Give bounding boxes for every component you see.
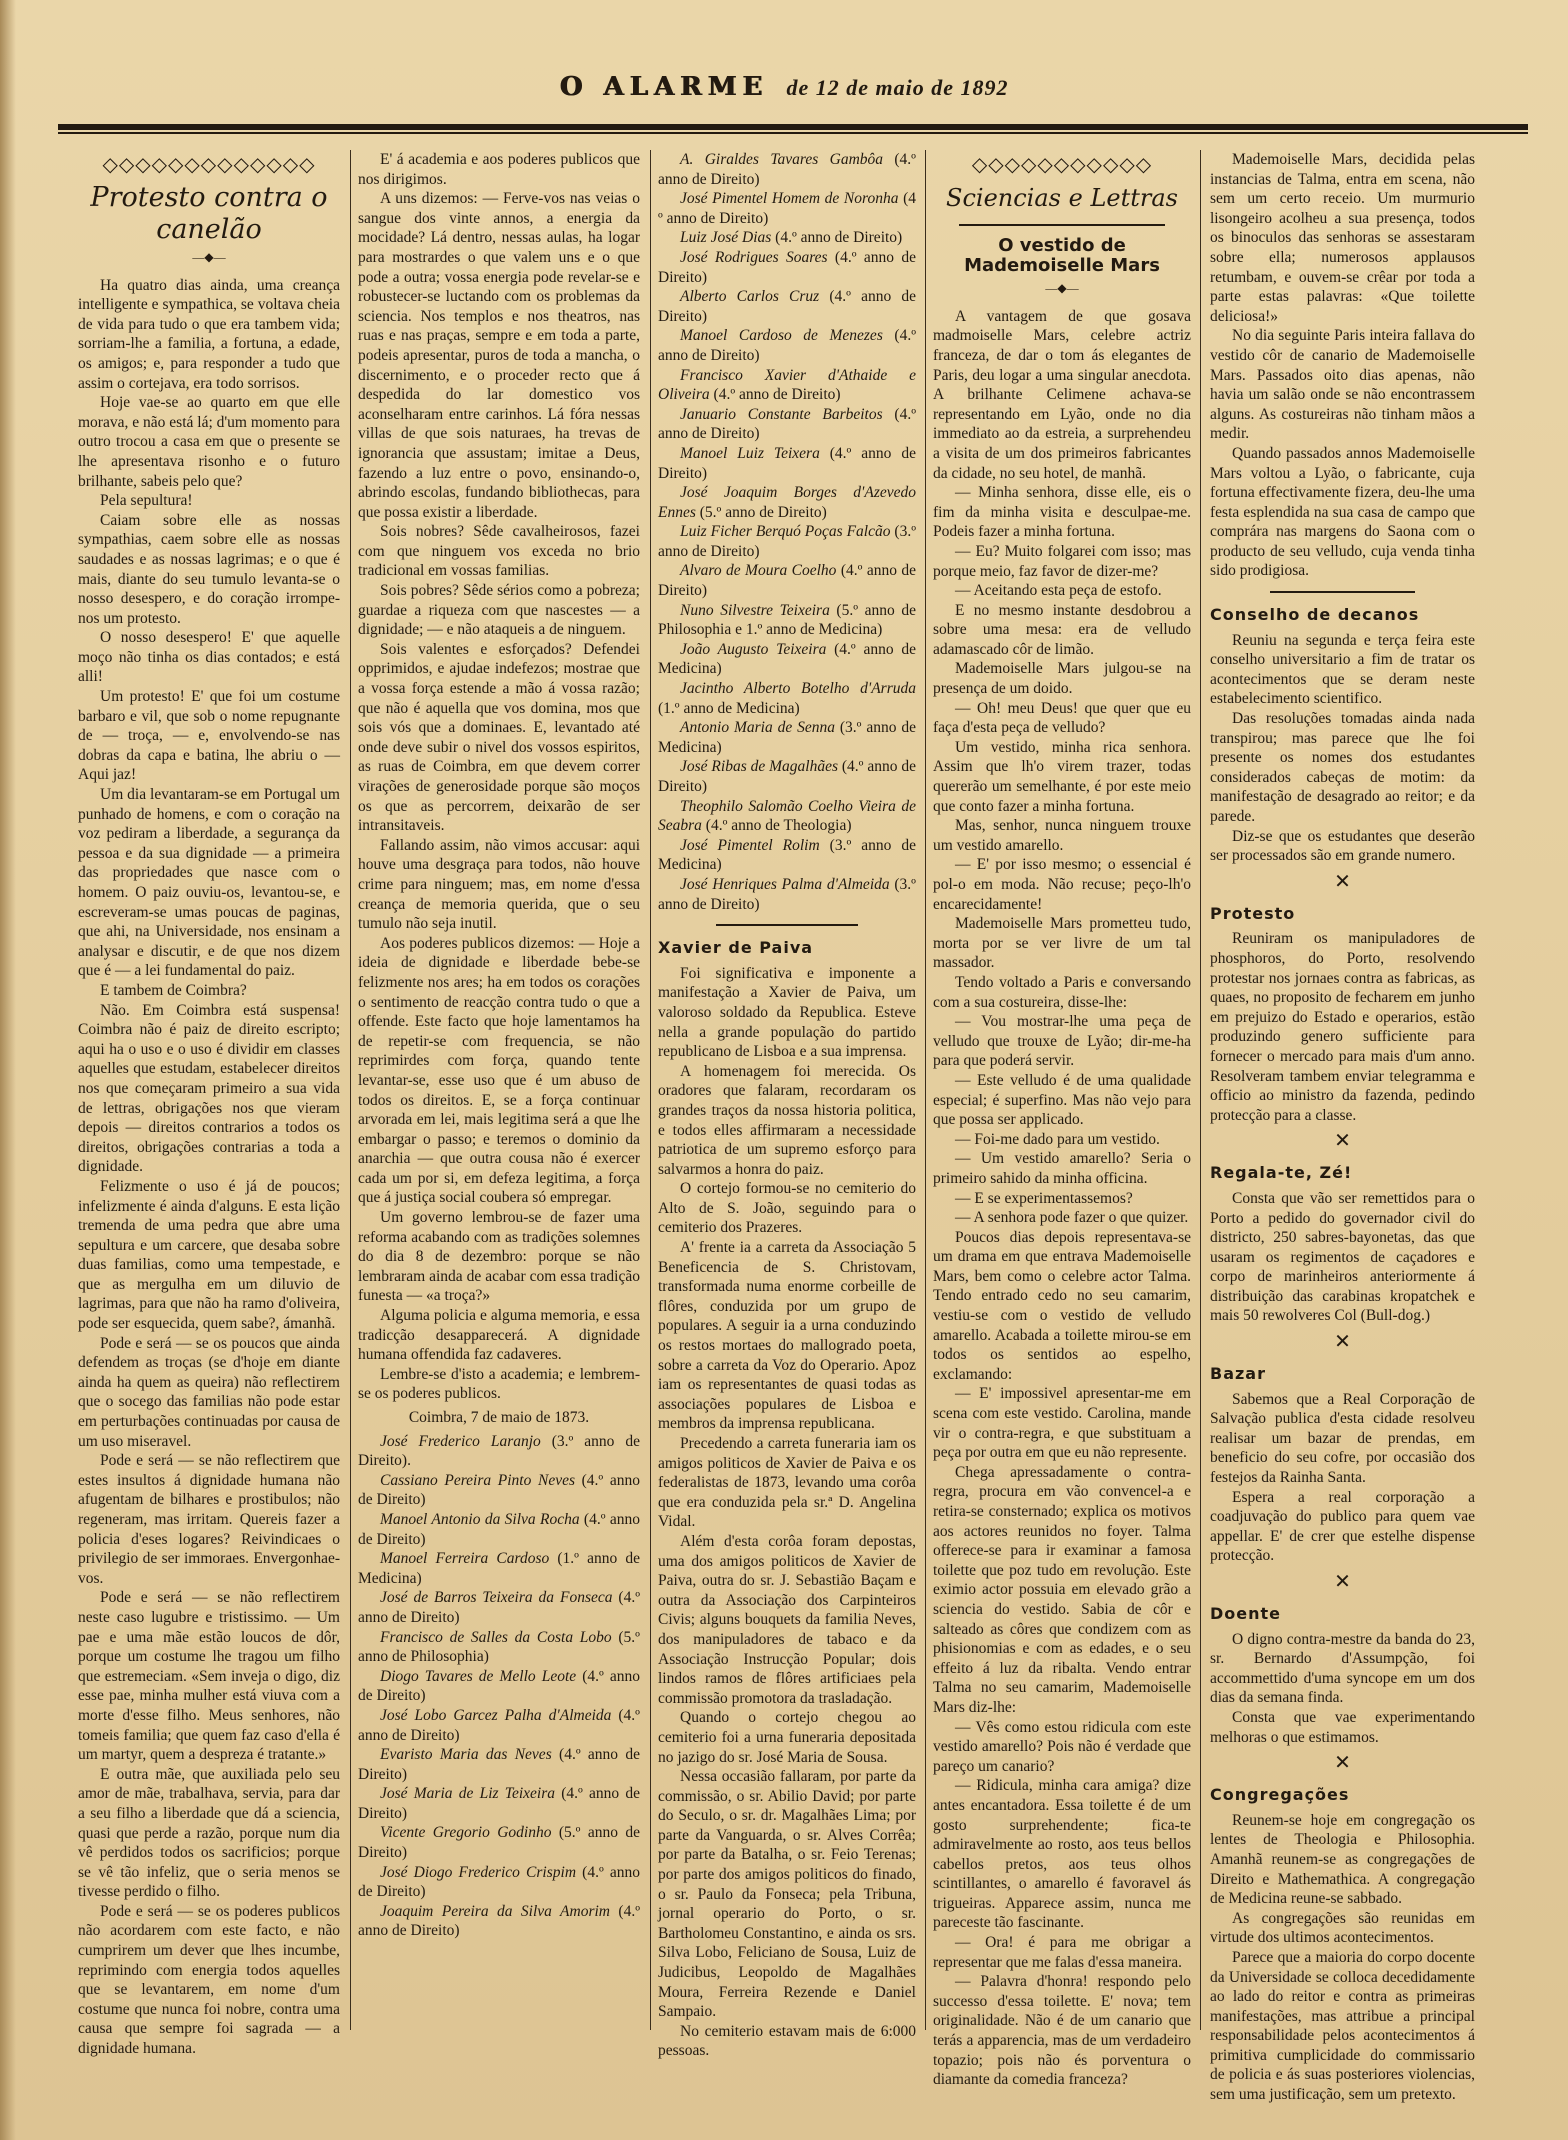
- paragraph: — Este velludo é de uma qualidade especial; é superfino. Mas não vejo para que possa ser applicado.: [933, 1071, 1191, 1129]
- signatory-course: (1.º anno de Medicina): [358, 1550, 640, 1587]
- signatory-course: (3.º anno de Medicina): [658, 836, 916, 874]
- paragraph: Reuniram os manipuladores de phosphoros, do Porto, resolvendo protestar nos jornaes contra as fabricas, as quaes, no proposito de fecharem em junho em prejuizo do Estado e operarios, estão produzindo genero sufficiente para fornecer o mercado para mais d'um anno. Resolveram tambem enviar telegramma e officio ao ministro da fazenda, pedindo protecção para a classe.: [1210, 930, 1475, 1124]
- signatory-course: (4.º anno de Direito): [658, 758, 916, 795]
- signatory: [658, 679, 916, 718]
- signatory: [358, 1863, 640, 1902]
- cross-separator: ✕: [1334, 1130, 1351, 1153]
- signatory: [658, 483, 916, 522]
- paragraph: Poucos dias depois representava-se um drama em que entrava Mademoiselle Mars, bem como o celebre actor Talma. Tendo entrado cedo no seu camarim, vestiu-se com o vestido de velludo amarello. Acabada a toilette mirou-se em todos os sentidos ao espelho, exclamando:: [933, 1228, 1191, 1383]
- signatory-name: Joaquim Pereira da Silva Amorim: [380, 1902, 610, 1920]
- signatory-name: José Pimentel Rolim: [680, 836, 820, 854]
- signatory: [358, 1588, 640, 1627]
- paragraph: Hoje vae-se ao quarto em que elle morava, e não está lá; d'um momento para outro trocou a casa em que o presente se lhe apresentava risonho e o futuro brilhante, sabeis pelo que?: [78, 394, 340, 490]
- signatory: [358, 1902, 640, 1941]
- column-divider: [925, 150, 926, 2030]
- masthead-rule-thin: [58, 132, 1528, 134]
- signatory-course: (4.º anno de Direito): [658, 327, 917, 364]
- paragraph: Reunem-se hoje em congregação os lentes de Theologia e Philosophia. Amanhã reunem-se as congregações de Direito e Mathemathica. A congregação de Medicina reune-se sabbado.: [1210, 1811, 1475, 1908]
- signatory: [658, 189, 916, 228]
- signatory-course: (5.º anno de Philosophia e 1.º anno de Medicina): [658, 601, 916, 639]
- paragraph: O nosso desespero! E' que aquelle moço não tinha os dias contados; e está alli!: [78, 629, 340, 686]
- section-rule: [716, 924, 858, 926]
- paragraph: Mademoiselle Mars, decidida pelas instancias de Talma, entra em scena, não sem um certo receio. Um murmurio lisongeiro acolheu a sua presença, todos os binoculos das senhoras se assestaram sobre ella; numerosos applausos retumbam, e ouvem-se crêar por toda a parte estas palavras: «Que toilette deliciosa!»: [1210, 151, 1475, 325]
- signatory-course: (3.º anno de Direito): [658, 875, 916, 913]
- signatory-name: Diogo Tavares de Mello Leote: [380, 1667, 577, 1685]
- paragraph: Caiam sobre elle as nossas sympathias, caem sobre elle as nossas saudades e as nossas lagrimas; e o que é mais, diante do seu tumulo levanta-se o nosso desespero, e do coração irrompe-nos um protesto.: [78, 511, 340, 627]
- paragraph: — Ridicula, minha cara amiga? dize antes encantadora. Essa toilette é de um gosto surprehendente; fica-te admiravelmente ao rosto, aos teus bellos cabellos pretos, aos teus olhos scintillantes, o amarello é favoravel ás trigueiras. Apparece assim, nunca me pareceste tão fascinante.: [933, 1777, 1191, 1932]
- paragraph: Um vestido, minha rica senhora. Assim que lh'o virem trazer, todas quererão um semelhante, é por este meio que conto fazer a minha fortuna.: [933, 738, 1191, 815]
- section-rule: [1270, 591, 1416, 593]
- signatory-course: (3.º anno de Direito).: [358, 1432, 640, 1470]
- section-heading: Conselho de decanos: [1210, 605, 1420, 625]
- paragraph: Além d'esta corôa foram depostas, uma dos amigos politicos de Xavier de Paiva, outra do sr. J. Sebastião Baçam e outra da Associação dos Carpinteiros Civis; alguns bouquets da familia Neves, dos manipuladores de tabaco e da Associação Instrucção Popular; dois lindos ramos de flôres artificiaes pela commissão promotora da trasladação.: [658, 1532, 916, 1707]
- paragraph: E tambem de Coimbra?: [100, 981, 247, 999]
- paragraph: Lembre-se d'isto a academia; e lembrem-se os poderes publicos.: [358, 1365, 640, 1403]
- signatory: [658, 366, 916, 405]
- paragraph: Mademoiselle Mars prometteu tudo, morta por se ver livre de um tal massador.: [933, 915, 1191, 972]
- paragraph: — Eu? Muito folgarei com isso; mas porque meio, faz favor de dizer-me?: [933, 542, 1191, 580]
- paragraph: Um dia levantaram-se em Portugal um punhado de homens, e com o coração na voz pediram a liberdade, a segurança da pessoa e da sua dignidade — a primeira das propriedades que nasce com o homem. O paiz ouviu-os, levantou-se, e escreveram-se umas poucas de paginas, que ahi, na Universidade, nos ensinam a analysar e discutir, e de que nos dizem que é — a lei fundamental do paiz.: [78, 786, 340, 980]
- signatory-name: José Ribas de Magalhães: [680, 758, 838, 776]
- signatory-name: José Maria de Liz Teixeira: [380, 1785, 555, 1803]
- title-dot: —◆—: [1045, 281, 1079, 296]
- paragraph: — E' por isso mesmo; o essencial é pol-o em moda. Não recuse; peço-lh'o encarecidamente!: [933, 856, 1191, 913]
- signatory: [658, 228, 916, 248]
- signatory: [358, 1745, 640, 1784]
- signatory: [658, 248, 916, 287]
- paragraph: Quando passados annos Mademoiselle Mars voltou a Lyão, o fabricante, cuja fortuna effectivamente fizera, deu-lhe uma festa esplendida na sua casa de campo que comprára nas margens do Saona com o producto de seu velludo, cuja venda tinha sido prodigiosa.: [1210, 444, 1475, 580]
- signatory-course: (4.º anno de Direito): [358, 1902, 640, 1940]
- signatory-name: Francisco de Salles da Costa Lobo: [380, 1628, 612, 1646]
- paragraph: — Vês como estou ridicula com este vestido amarello? Pois não é verdade que pareço um canario?: [933, 1718, 1191, 1775]
- signatory-list: [358, 1432, 640, 1941]
- signatory-course: (4.º anno de Direito): [358, 1706, 640, 1744]
- signatory: [358, 1510, 640, 1549]
- column-divider: [350, 150, 351, 2030]
- signatory: [358, 1706, 640, 1745]
- signatory-course: (4.º anno de Direito): [658, 562, 916, 600]
- paragraph: Sois valentes e esforçados? Defendei opprimidos, e ajudae indefezos; mostrae que a vossa força estende a mão á vossa razão; que não é aquella que vos domina, mos que sois vós que a dominaes. E, levantado até onde deve subir o nivel dos vossos espiritos, as ruas de Coimbra, em que devem correr virações de generosidade porque são moços os que as percorrem, deixarão de ser intransitaveis.: [358, 640, 640, 835]
- signatory-course: (3.º anno de Direito): [658, 523, 916, 560]
- signatory-name: Alberto Carlos Cruz: [680, 288, 820, 306]
- paragraph: Pode e será — se não reflectirem que estes insultos á dignidade humana não afugentam de bilhares e prostibulos; não regeneram, mas irritam. Quereis fazer a policia d'eses logares? Reivindicaes o privilegio de ser immoraes. Envergonhae-vos.: [78, 1452, 340, 1587]
- column-2: [358, 150, 640, 2030]
- paragraph: Consta que vae experimentando melhoras o que estimamos.: [1210, 1708, 1475, 1746]
- paragraph: No cemiterio estavam mais de 6:000 pessoas.: [658, 2022, 916, 2060]
- column-divider: [1200, 150, 1201, 2030]
- signatory: [658, 150, 916, 189]
- section-heading: Regala-te, Zé!: [1210, 1163, 1353, 1183]
- signatory-course: (4.º anno de Direito): [771, 229, 903, 247]
- signatory: [658, 326, 916, 365]
- signatory-name: Manoel Luiz Teixera: [680, 444, 820, 462]
- signatory: [358, 1823, 640, 1862]
- signatory-name: José Pimentel Homem de Noronha: [680, 190, 899, 208]
- paragraph: — Oh! meu Deus! que quer que eu faça d'esta peça de velludo?: [933, 699, 1191, 737]
- paragraph: Pode e será — se os poderes publicos não acordarem com este facto, e não cumprirem um dever que lhes incumbe, reprimindo com energia todos aquelles que se levantarem, em nome d'um costume que nunca foi nobre, contra uma causa que sempre foi sagrada — a dignidade humana.: [78, 1902, 340, 2058]
- signatory-name: Manoel Cardoso de Menezes: [680, 327, 883, 345]
- signatory-course: (4.º anno de Direito): [358, 1471, 640, 1509]
- signatory-name: Francisco Xavier d'Athaide e Oliveira: [658, 366, 916, 404]
- signatory: [358, 1628, 640, 1667]
- paragraph: — Palavra d'honra! respondo pelo successo d'essa toilette. E' nova; tem originalidade. Não é de um canario que terás a apparencia, mas de um verdadeiro topazio; pois não és porventura o diamante da comedia franceza?: [933, 1973, 1191, 2089]
- signatory: [358, 1667, 640, 1706]
- signatory-course: (4.º anno de Direito): [658, 151, 916, 188]
- paragraph: O cortejo formou-se no cemiterio do Alto de S. João, seguindo para o cemiterio dos Prazeres.: [658, 1180, 916, 1237]
- signatory-name: Antonio Maria de Senna: [680, 719, 835, 737]
- paragraph: Tendo voltado a Paris e conversando com a sua costureira, disse-lhe:: [933, 973, 1191, 1011]
- signatory: [658, 405, 916, 444]
- signatory: [658, 757, 916, 796]
- paragraph: — Ora! é para me obrigar a representar que me falas d'essa maneira.: [933, 1934, 1191, 1971]
- column-4: [933, 150, 1191, 2089]
- signatory-name: José Rodrigues Soares: [680, 248, 828, 266]
- section-heading: Bazar: [1210, 1364, 1266, 1384]
- paragraph: Sois pobres? Sêde sérios como a pobreza; guardae a riqueza com que nascestes — a dignidade; — e não ataqueis a de ninguem.: [358, 582, 640, 639]
- paragraph: Sabemos que a Real Corporação de Salvação publica d'esta cidade resolveu realisar um bazar de prendas, em beneficio do seu cofre, por occasião dos festejos da Rainha Santa.: [1210, 1390, 1475, 1487]
- signatory-name: Luiz Ficher Berquó Poças Falcão: [680, 523, 891, 541]
- masthead-rule-thick: [58, 124, 1528, 130]
- signatory-course: (4.º anno de Direito): [658, 444, 916, 482]
- signatory: [658, 601, 916, 640]
- signatory: [658, 875, 916, 914]
- signatory-name: José Joaquim Borges d'Azevedo Ennes: [658, 484, 916, 521]
- column-1: [78, 150, 340, 2058]
- signatory-name: Cassiano Pereira Pinto Neves: [380, 1471, 575, 1489]
- paragraph: No dia seguinte Paris inteira fallava do vestido côr de canario de Mademoiselle Mars. Passados oito dias apenas, não havia um salão onde se não encontrassem alguns. As costureiras não tinham mãos a medir.: [1210, 327, 1475, 443]
- signatory-course: (3.º anno de Medicina): [658, 719, 917, 756]
- signatory: [658, 287, 916, 326]
- signatory-name: José Henriques Palma d'Almeida: [680, 875, 890, 893]
- paragraph: Felizmente o uso é já de poucos; infelizmente é ainda d'alguns. E esta lição tremenda de uma pedra que abre uma sepultura e um carcere, que desaba sobre duas familias, como uma tempestade, e que as mergulha em um diluvio de lagrimas, para que não ha ramo d'oliveira, pode ser esquecida, quem sabe?, ámanhã.: [78, 1177, 340, 1333]
- signatory-name: João Augusto Teixeira: [680, 640, 827, 658]
- signatory-name: Januario Constante Barbeitos: [680, 405, 883, 423]
- signatory-name: Manoel Ferreira Cardoso: [380, 1550, 550, 1568]
- column-divider: [650, 150, 651, 2030]
- paragraph: Alguma policia e alguma memoria, e essa tradicção desapparecerá. A dignidade humana offendida faz cadaveres.: [358, 1307, 640, 1364]
- signatory: [658, 640, 916, 679]
- signatory-course: (4.º anno de Direito): [358, 1510, 640, 1548]
- paragraph: Reuniu na segunda e terça feira este conselho universitario a fim de tratar os acontecimentos que se deram neste estabelecimento scientifico.: [1210, 631, 1475, 708]
- ornament-row: ◇◇◇◇◇◇◇◇◇◇◇: [971, 152, 1153, 176]
- signatory-course: (4.º anno de Direito): [358, 1785, 640, 1822]
- paragraph: Ha quatro dias ainda, uma creança intelligente e sympathica, se voltava cheia de vida para tudo o que era tambem vida; sorriam-lhe a familia, a fortuna, a edade, os amigos; e, para responder a tudo que assim o cortejava, era todo sorrisos.: [78, 276, 340, 392]
- signatory-name: A. Giraldes Tavares Gambôa: [680, 151, 884, 168]
- signatory-name: Luiz José Dias: [680, 229, 772, 247]
- signatory-name: Alvaro de Moura Coelho: [680, 562, 837, 580]
- signatory-course: (4.º anno de Theologia): [701, 817, 852, 835]
- signatory: [658, 522, 916, 561]
- signatory: [358, 1432, 640, 1471]
- paragraph: Aos poderes publicos dizemos: — Hoje a ideia de dignidade e liberdade bebe-se felizmente nos ares; ha em todos os corações o sentimento de reacção contra tudo o que a offende. Este facto que hoje lamentamos ha de repetir-se com frequencia, se não reprimirdes com força, quando tente levantar-se, esse uso que é um abuso de todos os direitos. E, se a força continuar arvorada em lei, mais legitima será a que lhe embargar o passo; e teremos o dominio da anarchia — que outra cousa não é exercer cada um por si, em defeza legitima, a força que á justiça social coubera só empregar.: [358, 934, 640, 1207]
- signatory-course: (5.º anno de Philosophia): [358, 1628, 640, 1666]
- paragraph: — A senhora pode fazer o que quizer.: [955, 1209, 1189, 1227]
- paragraph: A vantagem de que gosava madmoiselle Mars, celebre actriz franceza, de dar o tom ás elegantes de Paris, deu logar a uma singular anecdota. A brilhante Celimene achava-se representando em Lyão, onde no dia immediato ao da estreia, a surprehendeu a visita de um dos primeiros fabricantes da cidade, no seu hotel, de manhã.: [933, 307, 1191, 482]
- signatory-course: (4.º anno de Direito): [658, 288, 916, 325]
- signatory-course: (4.º anno de Direito): [358, 1863, 640, 1901]
- paragraph: Das resoluções tomadas ainda nada transpirou; mas parece que lhe foi presente os nomes dos estudantes considerados cabeças de motim: da manifestação de desagrado ao reitor; e da parede.: [1210, 710, 1475, 825]
- masthead-date: de 12 de maio de 1892: [786, 75, 1009, 100]
- cross-separator: ✕: [1334, 1331, 1351, 1354]
- signatory-name: Vicente Gregorio Godinho: [380, 1824, 552, 1842]
- signatory-course: (4.º anno de Direito): [358, 1746, 640, 1783]
- signatory: [658, 836, 916, 875]
- title-dot: —◆—: [192, 250, 226, 264]
- signatory: [658, 797, 916, 836]
- signatory-name: Theophilo Salomão Coelho Vieira de Seabra: [658, 797, 916, 835]
- paragraph: Sois nobres? Sêde cavalheirosos, fazei com que ninguem vos exceda no brio tradicional em vossas familias.: [358, 523, 640, 580]
- signatory-name: Evaristo Maria das Neves: [380, 1746, 552, 1764]
- signatory-name: José Frederico Laranjo: [380, 1432, 541, 1450]
- signatory-name: Nuno Silvestre Teixeira: [680, 601, 830, 619]
- signatory: [358, 1471, 640, 1510]
- signatory-course: (4.º anno de Direito): [709, 386, 841, 404]
- page-edge-shadow: [0, 0, 16, 2140]
- paragraph: O digno contra-mestre da banda do 23, sr. Bernardo d'Assumpção, foi accommettido d'uma syncope em um dos dias da semana finda.: [1210, 1630, 1475, 1707]
- paragraph: Fallando assim, não vimos accusar: aqui houve uma desgraça para todos, não houve crime para ninguem; mas, em nome d'essa creança de memoria querida, que o seu tumulo não seja inutil.: [358, 836, 640, 933]
- paragraph: Parece que a maioria do corpo docente da Universidade se colloca decedidamente ao lado do reitor e contra as primeiras manifestações, mas attribue a principal responsabilidade pelos acontecimentos á primitiva cumplicidade do commissario de policia e ás suas posteriores violencias, sem uma justificação, sem um pretexto.: [1210, 1948, 1475, 2104]
- signatory: [658, 718, 916, 757]
- paragraph: A uns dizemos: — Ferve-vos nas veias o sangue dos vinte annos, a energia da mocidade? Lá dentro, nessas aulas, ha logar para mostrardes o que valem uns e o que pode a outra; vossa energia pode revelar-se e robustecer-se luctando com os problemas da sciencia. Nos templos e nos theatros, nas ruas e nas praças, sempre e em toda a parte, podeis apresentar, puros de toda a mancha, o discernimento, e o proceder recto que á despedida do lar domestico vos aconselharam entre carinhos. Lá fóra nessas villas de que sois naturaes, ha trevas de ignorancia que assustam; imitae a Deus, fazendo a luz entre o povo, ensinando-o, abrindo escolas, fundando bibliothecas, para que possa existir a liberdade.: [358, 190, 640, 521]
- signatory-name: José Lobo Garcez Palha d'Almeida: [380, 1706, 612, 1724]
- paragraph: — Foi-me dado para um vestido.: [955, 1130, 1160, 1148]
- masthead-title: O ALARME: [559, 72, 768, 102]
- section-heading: Xavier de Paiva: [658, 938, 814, 958]
- signatory: [358, 1549, 640, 1588]
- paragraph: E no mesmo instante desdobrou a sobre uma mesa: era de velludo adamascado côr de limão.: [933, 601, 1191, 658]
- paragraph: Espera a real corporação a coadjuvação do publico para quem vae appellar. E' de crer que estelhe dispense protecção.: [1210, 1488, 1475, 1565]
- cross-separator: ✕: [1334, 870, 1351, 893]
- signatory-name: Manoel Antonio da Silva Rocha: [380, 1510, 580, 1528]
- cross-separator: ✕: [1334, 1752, 1351, 1775]
- paragraph: Mas, senhor, nunca ninguem trouxe um vestido amarello.: [933, 817, 1191, 854]
- paragraph: — E se experimentassemos?: [955, 1189, 1133, 1207]
- signatory-list: [658, 150, 916, 914]
- paragraph: A' frente ia a carreta da Associação 5 Beneficencia de S. Christovam, transformada numa enorme corbeille de flôres, conduzida por um grupo de populares. A seguir ia a urna conduzindo os restos mortaes do mallogrado poeta, sobre a carreta da Voz do Operario. Apoz iam os representantes de quasi todas as associações populares de Lisboa e membros da imprensa republicana.: [658, 1239, 916, 1433]
- paragraph: Chega apressadamente o contra-regra, procura em vão convencel-a e retira-se consternado; explica os motivos aos actores reunidos no foyer. Talma offerece-se para ir examinar a famosa toilette que poz tudo em revolução. Este eximio actor possuia em elevado grão a sciencia do vestido. Sabia de côr e salteado as côres que condizem com as phisionomias e com as edades, e o seu effeito á luz da ribalta. Vendo entrar Talma no seu camarim, Mademoiselle Mars diz-lhe:: [933, 1463, 1191, 1716]
- signatory-name: José de Barros Teixeira da Fonseca: [380, 1589, 613, 1607]
- cross-separator: ✕: [1334, 1571, 1351, 1593]
- signatory-course: (5.º anno de Direito): [358, 1824, 640, 1862]
- signatory: [358, 1784, 640, 1823]
- paragraph: — Vou mostrar-lhe uma peça de velludo que trouxe de Lyão; dir-me-ha para que poderá servir.: [933, 1013, 1191, 1070]
- signatory-course: (4.º anno de Direito): [658, 405, 916, 443]
- paragraph: — Um vestido amarello? Seria o primeiro sahido da minha officina.: [933, 1150, 1191, 1187]
- paragraph: Pela sepultura!: [100, 492, 193, 510]
- paragraph: Não. Em Coimbra está suspensa! Coimbra não é paiz de direito escripto; aqui ha o uso e o uso é dividir em classes aquelles que estudam, estabelecer direitos nos que começaram primeiro a sua vida de lettras, obrigações nos que vieram depois — direitos contrarios a todos os direitos, obrigações contrarias a toda a dignidade.: [78, 1001, 340, 1176]
- signatory: [658, 561, 916, 600]
- signatory: [658, 444, 916, 483]
- article-title: Protesto contra o canelão: [90, 182, 328, 245]
- paragraph: As congregações são reunidas em virtude dos ultimos acontecimentos.: [1210, 1909, 1475, 1947]
- section-heading: Protesto: [1210, 903, 1296, 923]
- paragraph: Mademoiselle Mars julgou-se na presença de um doido.: [933, 660, 1191, 698]
- paragraph: A homenagem foi merecida. Os oradores que falaram, recordaram os grandes traços da nossa historia politica, e todos elles affirmaram a necessidade patriotica de um supremo esforço para salvarmos a honra do paiz.: [658, 1062, 916, 1178]
- signatory-course: (1.º anno de Medicina): [658, 699, 800, 717]
- paragraph: Um governo lembrou-se de fazer uma reforma acabando com as tradições solemnes do dia 8 de dezembro: porque se não lembraram ainda de acabar com essa tradição funesta — «a troça?»: [358, 1209, 640, 1305]
- signatory-course: (4.º anno de Direito): [358, 1667, 640, 1705]
- paragraph: Foi significativa e imponente a manifestação a Xavier de Paiva, um valoroso soldado da Republica. Esteve nella a grande população do partido republicano de Lisboa e a sua imprensa.: [658, 964, 916, 1061]
- paragraph: Nessa occasião fallaram, por parte da commissão, o sr. Abilio David; por parte do Seculo, o sr. dr. Magalhães Lima; por parte da Vanguarda, o sr. Alves Corrêa; por parte da Batalha, o sr. Feio Terenas; por parte dos amigos politicos do finado, o sr. Paulo da Fonseca; pela Tribuna, jornal operario do Porto, o sr. Bartholomeu Constantino, e ainda os srs. Silva Lobo, Feliciano de Sousa, Luiz de Judicibus, Leopoldo de Magalhães Moura, Ferreira Rezende e Daniel Sampaio.: [658, 1768, 916, 2021]
- section-heading: Congregações: [1210, 1785, 1350, 1805]
- signoff-date: Coimbra, 7 de maio de 1873.: [408, 1409, 590, 1426]
- paragraph: E' á academia e aos poderes publicos que nos dirigimos.: [358, 151, 640, 188]
- paragraph: Quando o cortejo chegou ao cemiterio foi a urna funeraria depositada no jazigo do sr. José Maria de Sousa.: [658, 1709, 916, 1766]
- article-title: O vestido de Mademoiselle Mars: [964, 235, 1160, 276]
- section-heading: Doente: [1210, 1604, 1282, 1623]
- paragraph: Diz-se que os estudantes que deserão ser processados são em grande numero.: [1210, 827, 1475, 865]
- signatory-course: (4.º anno de Medicina): [658, 640, 916, 678]
- paragraph: — E' impossivel apresentar-me em scena com este vestido. Carolina, mande vir o contra-regra, e que substituam a peça por outra em que eu não represente.: [933, 1385, 1191, 1462]
- signatory-name: Jacintho Alberto Botelho d'Arruda: [680, 680, 916, 698]
- section-rule: [959, 224, 1165, 226]
- signatory-course: (4 º anno de Direito): [658, 190, 916, 227]
- paragraph: E outra mãe, que auxiliada pelo seu amor de mãe, trabalhava, servia, para dar a seu filho a liberdade que dá a sciencia, quasi que perde a razão, porque num dia vê perdidos todos os sacrificios; porque se vê tão infeliz, que o seria menos se tivesse perdido o filho.: [78, 1765, 340, 1901]
- column-5: [1210, 150, 1475, 2104]
- paragraph: — Aceitando esta peça de estofo.: [955, 582, 1162, 600]
- paragraph: Pode e será — se os poucos que ainda defendem as troças (se d'hoje em diante ainda ha quem as queira) não reflectirem que o socego das familias não pode estar em perturbações continuadas por causa de um uso miseravel.: [78, 1334, 340, 1450]
- signatory-course: (4.º anno de Direito): [358, 1589, 640, 1626]
- signatory-name: José Diogo Frederico Crispim: [380, 1863, 577, 1881]
- column-3: [658, 150, 917, 2060]
- paragraph: Um protesto! E' que foi um costume barbaro e vil, que sob o nome repugnante de — troça, — e, envolvendo-se nas dobras da capa e batina, lhe abriu o — Aqui jaz!: [78, 688, 340, 784]
- paragraph: Precedendo a carreta funeraria iam os amigos politicos de Xavier de Paiva e os federalistas de 1873, levando uma corôa que era conduzida pela sr.ª D. Angelina Vidal.: [658, 1435, 916, 1531]
- paragraph: — Minha senhora, disse elle, eis o fim da minha visita e desculpae-me. Podeis fazer a minha fortuna.: [933, 484, 1191, 541]
- paragraph: Consta que vão ser remettidos para o Porto a pedido do governador civil do districto, 250 sabres-bayonetas, das que usaram os regimentos de caçadores e corpo de marinheiros anteriormente á distribuição das carabinas kropatchek e mais 50 rewolveres Col (Bull-dog.): [1210, 1189, 1475, 1325]
- signatory-course: (5.º anno de Direito): [695, 503, 827, 521]
- section-title: Sciencias e Lettras: [946, 184, 1178, 212]
- signatory-course: (4.º anno de Direito): [658, 248, 916, 286]
- paragraph: Pode e será — se não reflectirem neste caso lugubre e tristissimo. — Um pae e uma mãe estão loucos de dôr, porque um costume lhe tragou um filho que estremeciam. «Sem inveja o digo, diz esse pae, minha mulher está viuva com a morte d'esse filho. Meus senhores, não tomeis familia; que quem faz caso d'ella é um martyr, quem a despreza é tratante.»: [78, 1589, 340, 1764]
- ornament-row: ◇◇◇◇◇◇◇◇◇◇◇◇◇: [102, 152, 316, 176]
- masthead: [60, 72, 1508, 108]
